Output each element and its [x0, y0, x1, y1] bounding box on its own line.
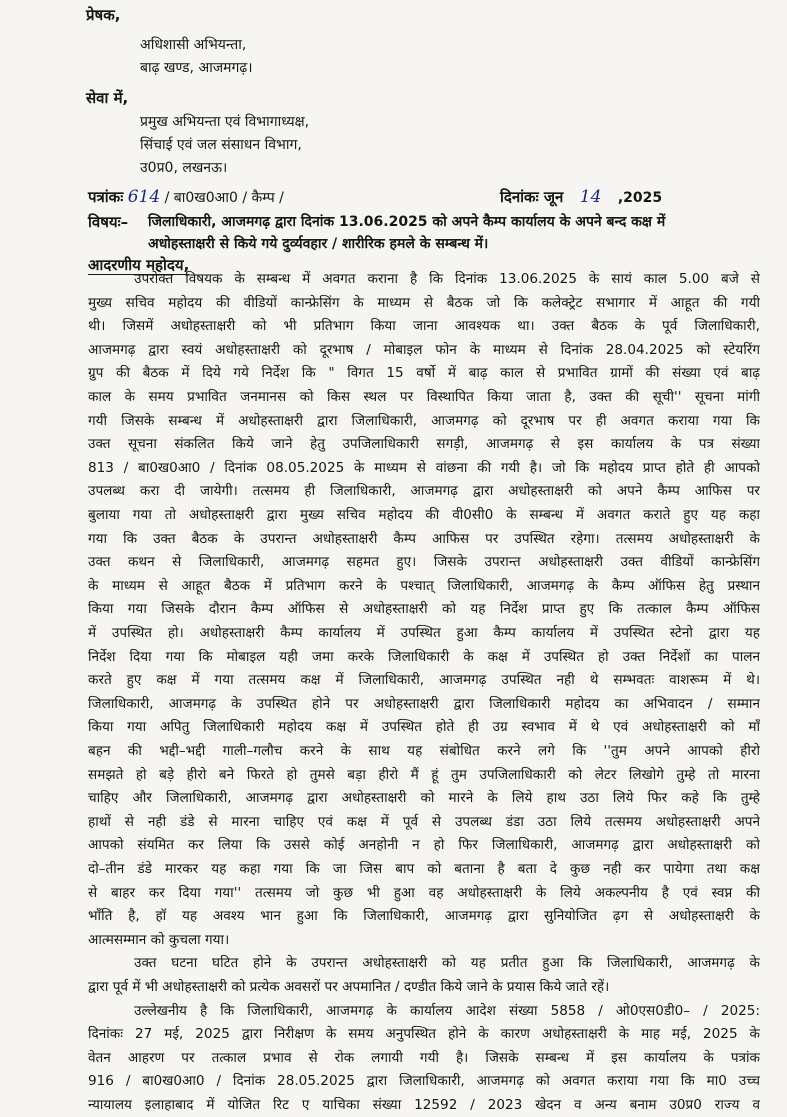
salutation: आदरणीय महोदय,: [88, 256, 190, 274]
body-line: में उपस्थित हो। अधोहस्ताक्षरी कैम्प कार्यालय में उपस्थित हुआ कैम्प कार्यालय में उपस्थित स्टेनो द्वारा यह: [88, 625, 760, 641]
body-line: चाहिए और जिलाधिकारी, आजमगढ़ द्वारा अधोहस्ताक्षरी को मारने के लिये हाथ उठा लिये फिर कहे कि तुम्हे: [88, 790, 760, 807]
body-line: किया गया अपितु जिलाधिकारी महोदय कक्ष में उपस्थित होते ही उग्र स्वभाव में थे एवं अधोहस्ताक्षरी को माँ: [88, 719, 760, 736]
body-line: दिनांकः 27 मई, 2025 द्वारा निरीक्षण के समय अनुपस्थित होने के कारण अधोहस्ताक्षरी के माह मई, 2025 के: [88, 1026, 760, 1043]
body-line: काल के समय प्रभावित जनमानस को किस स्थल पर विस्थापित किया जाता है, उक्त की सूची'' सूचना मांगी: [88, 389, 760, 405]
body-line: आजमगढ़ द्वारा स्वयं अधोहस्ताक्षरी को दूरभाष / मोबाइल फोन के माध्यम से दिनांक 28.04.2025 को स्टेयरिंग: [88, 341, 760, 358]
reference-suffix: / बा0ख0आ0 / कैम्प /: [164, 190, 284, 206]
date-line: [500, 186, 662, 210]
body-line: समझते हो बड़े हीरो बने फिरते हो तुमसे बड़ा हीरो मैं हूं तुम उपजिलाधिकारी को लेटर लिखोगे तुम्हे तो मारना: [88, 766, 760, 783]
sender-line: अधिशासी अभियन्ता,: [140, 37, 247, 53]
body-line: थी। जिसमें अधोहस्ताक्षरी को भी प्रतिभाग किया जाना आवश्यक था। उक्त बैठक के पूर्व जिलाधिकारी,: [88, 318, 760, 335]
body-line: बुलाया गया तो अधोहस्ताक्षरी द्वारा मुख्य सचिव महोदय की वी0सी0 के सम्बन्ध में अवगत कराते हुए यह कहा: [88, 507, 760, 523]
body-line: बहन की भद्दी–भद्दी गाली–गलौच करने के साथ यह संबोधित करने लगे कि ''तुम अपने आपको हीरो: [88, 743, 760, 759]
body-line: आत्मसम्मान को कुचला गया।: [88, 931, 230, 948]
subject-line: अधोहस्ताक्षरी से किये गये दुर्व्यवहार / शारीरिक हमले के सम्बन्ध में।: [148, 236, 489, 252]
body-line: मुख्य सचिव महोदय की वीडियों कान्फ्रेसिंग के माध्यम से बैठक जो कि कलेक्ट्रेट सभागार में आहूत की गयी: [88, 294, 760, 311]
recipient-line: उ0प्र0, लखनऊ।: [140, 160, 228, 176]
body-line: गया कि उक्त बैठक के उपरान्त अधोहस्ताक्षरी कैम्प आफिस पर उपस्थित रहेगा। तत्समय अधोहस्ताक्षरी के: [88, 530, 760, 547]
body-line: दो–तीन डंडे मारकर यह कहा गया कि जा जिस बाप को बताना है बता दे कुछ नही कर पायेगा तथा कक्ष: [88, 861, 760, 877]
body-line: न्यायालय इलाहाबाद में योजित रिट ए याचिका संख्या 12592 / 2023 खेदन व अन्य बनाम उ0प्र0 राज्य व: [88, 1097, 760, 1113]
date-label: दिनांकः जून: [500, 188, 564, 206]
body-line: आपको संयमित कर लिया कि उससे कोई अनहोनी न हो फिर जिलाधिकारी, आजमगढ़ द्वारा अधोहस्ताक्षरी को: [88, 837, 760, 854]
body-line: किया गया जिसके दौरान कैम्प ऑफिस से अधोहस्ताक्षरी को यह निर्देश प्राप्त हुए कि तत्काल कैम्प ऑफिस: [88, 601, 760, 618]
subject-line: जिलाधिकारी, आजमगढ़ द्वारा दिनांक 13.06.2025 को अपने कैम्प कार्यालय के अपने बन्द कक्ष में: [148, 214, 666, 230]
body-line: के माध्यम से आहूत बैठक में प्रतिभाग करने के पश्चात् जिलाधिकारी, आजमगढ़ के कैम्प ऑफिस हेतु प्रस्थान: [88, 577, 760, 594]
body-line: ग्रुप की बैठक में दिये गये निर्देश कि " विगत 15 वर्षो में बाढ़ काल से प्रभावित ग्रामों की संख्या एवं बाढ़: [88, 365, 760, 382]
sender-line: बाढ़ खण्ड, आजमगढ़।: [140, 60, 253, 76]
body-line: 916 / बा0ख0आ0 / दिनांक 28.05.2025 द्वारा जिलाधिकारी, आजमगढ़ को अवगत कराया गया कि मा0 उच्च: [88, 1073, 760, 1090]
reference-label: पत्रांकः: [88, 188, 124, 206]
recipient-label: सेवा में,: [86, 89, 129, 107]
recipient-line: प्रमुख अभियन्ता एवं विभागाध्यक्ष,: [140, 114, 310, 130]
body-line: निर्देश दिया गया कि मोबाइल यही जमा करके जिलाधिकारी के कक्ष में उपस्थित हो उक्त निर्देशों का पालन: [88, 648, 760, 665]
body-line: उपलब्ध करा दी जायेगी। तत्समय ही जिलाधिकारी, आजमगढ़ द्वारा अधोहस्ताक्षरी को अपने कैम्प आफिस पर: [88, 483, 760, 500]
body-line: 813 / बा0ख0आ0 / दिनांक 08.05.2025 के माध्यम से वांछना की गयी है। जो कि महोदय प्राप्त होते ही आपको: [88, 459, 760, 476]
body-line: उक्त कथन से जिलाधिकारी, आजमगढ़ सहमत हुए। जिसके उपरान्त अधोहस्ताक्षरी उक्त वीडियों कान्फ्रेसिंग: [88, 554, 760, 571]
date-day-handwritten: 14: [579, 187, 602, 207]
body-line: द्वारा पूर्व में भी अधोहस्ताक्षरी को प्रत्येक अवसरों पर अपमानित / दण्डीत किये जाने के प्रयास किये जाते रहें।: [88, 979, 610, 995]
body-line: उपरोक्त विषयक के सम्बन्ध में अवगत कराना है कि दिनांक 13.06.2025 के सायं काल 5.00 बजे से: [134, 271, 760, 287]
body-line: उल्लेखनीय है कि जिलाधिकारी, आजमगढ़ के कार्यालय आदेश संख्या 5858 / ओ0एस0डी0– / 2025:: [134, 1002, 760, 1019]
subject-label: विषयः–: [88, 213, 129, 231]
body-line: से बाहर कर दिया गया'' तत्समय जो कुछ भी हुआ वह अधोहस्ताक्षरी के लिये अकल्पनीय है एवं स्वप्न की: [88, 884, 760, 901]
reference-number-handwritten: 614: [127, 187, 161, 207]
body-line: जिलाधिकारी, आजमगढ़ के उपस्थित होने पर अधोहस्ताक्षरी द्वारा जिलाधिकारी महोदय का अभिवादन / सम्मान: [88, 695, 760, 712]
body-line: वेतन आहरण पर तत्काल प्रभाव से रोक लगायी गयी है। जिसके सम्बन्ध में इस कार्यालय के पत्रांक: [88, 1049, 760, 1066]
reference-line: [88, 186, 284, 210]
body-line: उक्त घटना घटित होने के उपरान्त अधोहस्ताक्षरी को यह प्रतीत हुआ कि जिलाधिकारी, आजमगढ़ के: [134, 955, 760, 972]
body-line: हाथों से नही डंडे से मारना चाहिए एवं कक्ष में पूर्व से उपलब्ध डंडा उठा लिये तत्समय अधोहस्ताक्षरी अपने: [88, 813, 760, 830]
body-line: गयी जिसके सम्बन्ध में अधोहस्ताक्षरी द्वारा जिलाधिकारी, आजमगढ़ को दूरभाष पर ही अवगत कराया गया कि: [88, 412, 760, 429]
body-line: करते हुए कक्ष में गया तत्समय कक्ष में जिलाधिकारी, आजमगढ़ उपस्थित नही थे सम्भवतः वाशरूम में थे।: [88, 672, 760, 689]
recipient-line: सिंचाई एवं जल संसाधन विभाग,: [140, 137, 302, 153]
body-line: भाँति है, हॉ यह अवश्य भान हुआ कि जिलाधिकारी, आजमगढ़ द्वारा सुनियोजित ढ़ग से अधोहस्ताक्षरी के: [88, 908, 760, 925]
date-year: ,2025: [617, 190, 663, 206]
sender-label: प्रेषक,: [86, 6, 121, 24]
body-line: उक्त सूचना संकलित किये जाने हेतु उपजिलाधिकारी सगड़ी, आजमगढ़ से इस कार्यालय के पत्र संख्या: [88, 436, 760, 453]
